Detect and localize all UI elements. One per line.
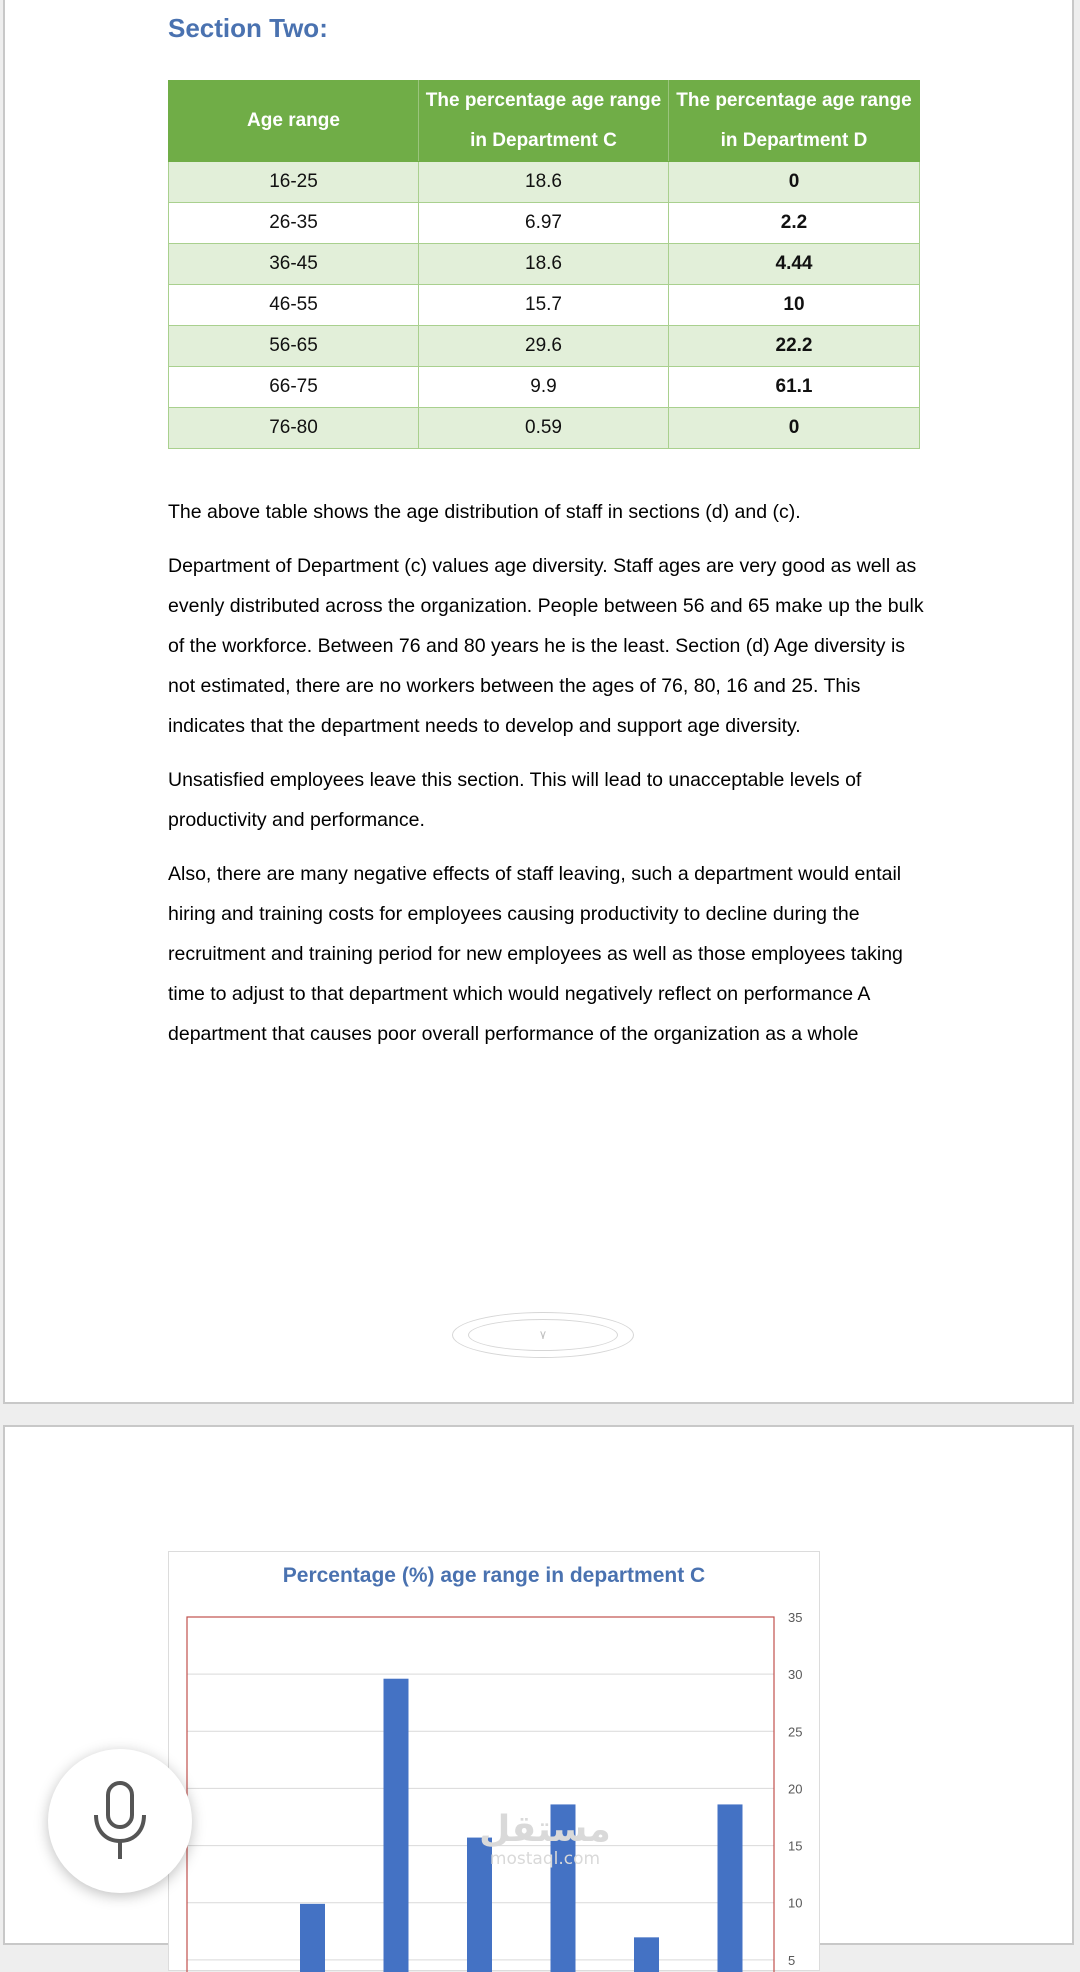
department-d-cell: 0 [669,408,920,449]
paragraph: Department of Department (c) values age diversity. Staff ages are very good as well as evenly distributed across the organization. People between 56 and 65 make up the bulk of the workforce. Between 76 and 80 years he is the least. Section (d) Age diversity is not estimated, there are no workers between the ages of 76, 80, 16 and 25. This indicates that the department needs to develop and support age diversity. [168,555,924,737]
department-d-cell: 61.1 [669,367,920,408]
department-d-cell: 10 [669,285,920,326]
y-tick-label: 35 [788,1610,803,1625]
header-department-c: The percentage age range in Department C [419,81,669,162]
age-range-cell: 36-45 [169,244,419,285]
age-range-cell: 56-65 [169,326,419,367]
watermark [475,1810,615,1868]
paragraph: Unsatisfied employees leave this section. This will lead to unacceptable levels of productivity and performance. [168,769,862,831]
y-tick-label: 15 [788,1838,803,1854]
y-tick-label: 5 [788,1952,796,1968]
department-c-cell: 18.6 [419,244,669,285]
header-department-d: The percentage age range in Department D [669,81,920,162]
paragraph: Also, there are many negative effects of staff leaving, such a department would entail hiring and training costs for employees causing productivity to decline during the recruitment and training period for new employees as well as those employees taking time to adjust to that department which would negatively reflect on performance A department that causes poor overall performance of the organization as a whole [168,863,903,1045]
body-text [168,492,928,1068]
department-c-cell: 9.9 [419,367,669,408]
bar [634,1937,659,1972]
age-range-cell: 26-35 [169,203,419,244]
age-range-cell: 76-80 [169,408,419,449]
table-row [169,326,920,367]
table-row [169,244,920,285]
department-d-cell: 0 [669,162,920,203]
table-row [169,285,920,326]
microphone-icon [88,1779,152,1863]
table-row [169,367,920,408]
watermark-arabic: مستقل [479,1809,611,1850]
page-number-badge [452,1312,634,1358]
department-c-cell: 29.6 [419,326,669,367]
y-tick-label: 10 [788,1895,803,1911]
table-row [169,162,920,203]
age-range-cell: 66-75 [169,367,419,408]
bar [718,1804,743,1972]
bar [300,1904,325,1972]
age-range-cell: 16-25 [169,162,419,203]
department-d-cell: 22.2 [669,326,920,367]
department-d-cell: 2.2 [669,203,920,244]
y-tick-label: 20 [788,1781,803,1797]
bar [384,1679,409,1972]
y-tick-label: 25 [788,1724,803,1740]
chart-canvas [169,1552,819,1972]
chart-title: Percentage (%) age range in department C [282,1564,706,1587]
document-page-1 [3,0,1074,1404]
paragraph: The above table shows the age distribution of staff in sections (d) and (c). [168,501,801,523]
section-title: Section Two: [168,13,328,43]
header-age-range: Age range [169,81,419,162]
department-c-cell: 18.6 [419,162,669,203]
age-range-cell: 46-55 [169,285,419,326]
department-c-cell: 15.7 [419,285,669,326]
department-d-cell: 4.44 [669,244,920,285]
table-row [169,408,920,449]
watermark-latin: mostaql.com [489,1849,601,1869]
table-row [169,203,920,244]
department-c-cell: 0.59 [419,408,669,449]
bar-chart [168,1551,820,1971]
table-header-row [169,81,920,162]
y-tick-label: 30 [788,1667,803,1683]
department-c-cell: 6.97 [419,203,669,244]
page-number: ٧ [468,1319,618,1351]
microphone-button[interactable] [48,1749,192,1893]
age-distribution-table [168,80,920,449]
